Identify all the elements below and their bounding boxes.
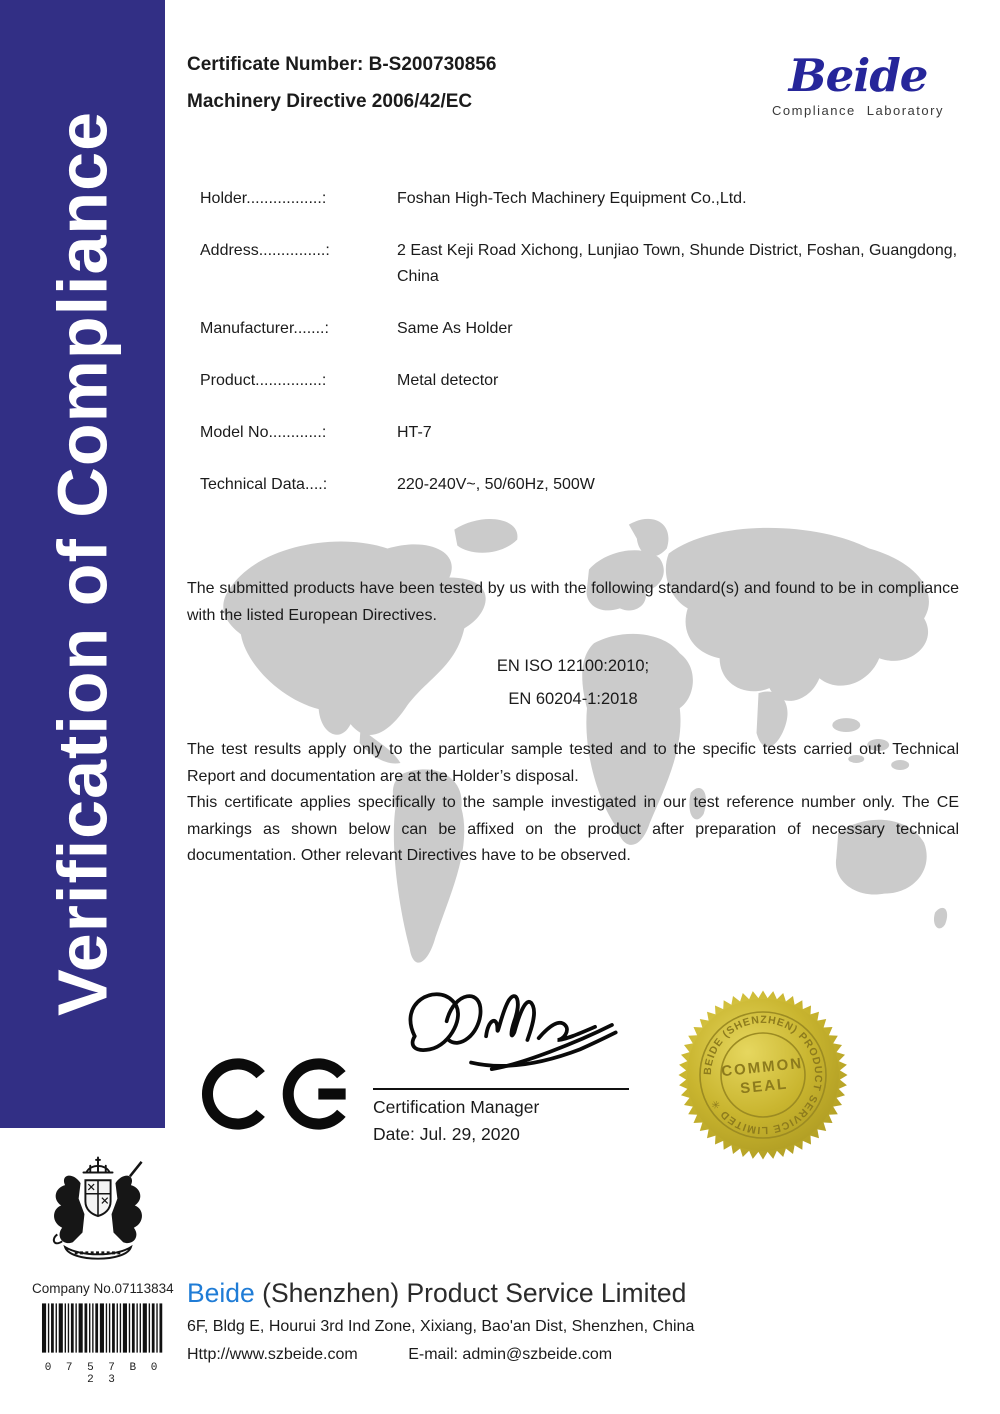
barcode-digits: 0 7 5 7 B 0 2 3	[44, 1362, 162, 1386]
ce-mark-icon	[198, 1048, 350, 1140]
conditions-text	[187, 737, 959, 870]
beide-logo	[768, 49, 948, 118]
royal-coat-of-arms-icon	[30, 1156, 166, 1280]
footer-company-name	[187, 1278, 686, 1309]
standard-1: EN ISO 12100:2010;	[496, 657, 650, 675]
seal-center-line1: COMMON	[720, 1054, 804, 1081]
directive-line: Machinery Directive 2006/42/EC	[187, 91, 473, 112]
field-address: Address...............: 2 East Keji Road Xichong, Lunjiao Town, Shunde District, Foshan, Guangdong, China	[200, 242, 958, 285]
footer-company-highlight: Beide	[187, 1278, 255, 1308]
footer-contact	[187, 1346, 612, 1364]
certificate-number: Certificate Number: B-S200730856	[187, 54, 497, 75]
field-product: Product...............: Metal detector	[200, 372, 499, 389]
barcode	[40, 1303, 166, 1386]
ce-mark	[198, 1048, 350, 1145]
footer-address: 6F, Bldg E, Hourui 3rd Ind Zone, Xixiang, Bao'an Dist, Shenzhen, China	[187, 1318, 695, 1335]
ce-note: This certificate applies specifically to the sample investigated in our test reference number only. The CE markings as shown below can be affixed on the product after preparation of necessary technical documentation. Other relevant Directives have to be observed.	[187, 794, 959, 864]
signature-block	[373, 978, 635, 1148]
certificate-header	[187, 46, 496, 120]
signature-line	[373, 1088, 629, 1090]
field-holder: Holder.................: Foshan High-Tech Machinery Equipment Co.,Ltd.	[200, 190, 747, 207]
standard-2: EN 60204-1:2018	[508, 690, 638, 708]
beide-logo-tagline: Compliance Laboratory	[772, 103, 944, 118]
field-technical-data: Technical Data....: 220-240V~, 50/60Hz, 500W	[200, 476, 595, 493]
standards-list	[187, 650, 959, 716]
vertical-title-text: Verification of Compliance	[43, 110, 122, 1017]
footer-company-rest: (Shenzhen) Product Service Limited	[254, 1278, 687, 1308]
certificate-fields	[200, 186, 958, 524]
tested-statement: The submitted products have been tested by us with the following standard(s) and found to be in compliance with the listed European Directives.	[187, 580, 959, 624]
signer-title: Certification Manager	[373, 1097, 540, 1117]
result-note: The test results apply only to the particular sample tested and to the specific tests carried out. Technical Report and documentation are at the Holder’s disposal.	[187, 741, 959, 785]
beide-logo-wordmark: Beide	[788, 49, 928, 102]
signature-date: Date: Jul. 29, 2020	[373, 1124, 520, 1144]
company-number: Company No.07113834	[32, 1281, 174, 1296]
royal-coat-of-arms	[30, 1156, 166, 1285]
field-model-no: Model No............: HT-7	[200, 424, 432, 441]
seal-center-line2: SEAL	[739, 1075, 789, 1098]
vertical-title-band	[0, 0, 165, 1128]
field-manufacturer: Manufacturer.......: Same As Holder	[200, 320, 513, 337]
footer-website: Http://www.szbeide.com	[187, 1346, 358, 1363]
signature-icon	[377, 978, 629, 1086]
common-seal	[678, 990, 848, 1165]
seal-ring-text: BEIDE (SHENZHEN) PRODUCT SERVICE LIMITED ✳	[701, 1013, 825, 1137]
common-seal-icon	[678, 990, 848, 1160]
footer-email: E-mail: admin@szbeide.com	[408, 1346, 613, 1363]
barcode-icon	[41, 1303, 165, 1355]
